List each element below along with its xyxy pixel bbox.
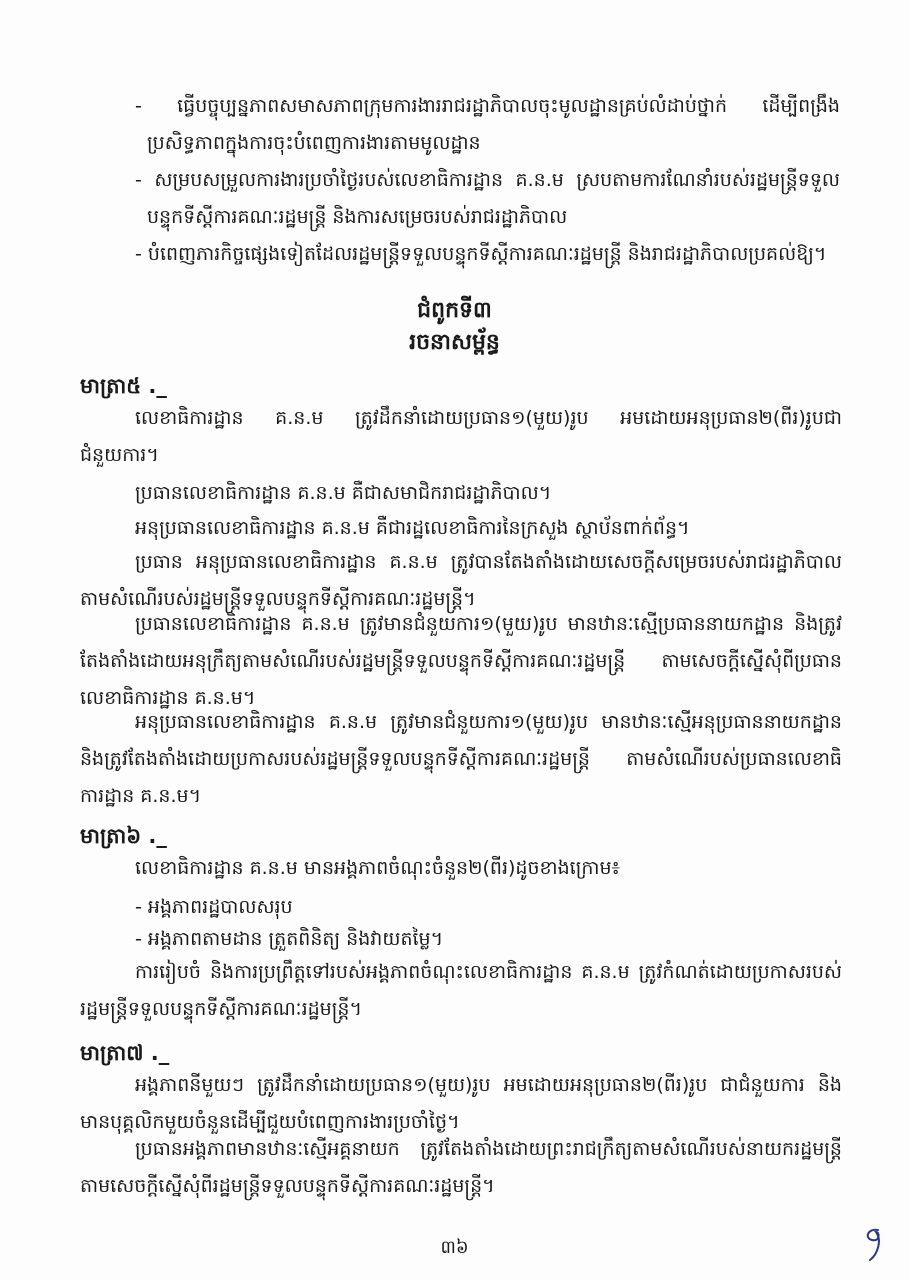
article-7-paragraph: អង្គភាពនីមួយៗ ត្រូវដឹកនាំដោយប្រធាន១(មួយ)រូប អមដោយអនុប្រធាន២(ពីរ)រូប ជាជំនួយការ និងមានបុគ្គលិកមួយចំនួនដើម្បីជួយបំពេញការងារប្រចាំថ្ងៃ។ [80, 1074, 842, 1133]
article-6-heading: មាត្រា៦ ._ [80, 824, 167, 848]
unit-item: - អង្គភាពរដ្ឋបាលសរុប [135, 896, 293, 918]
article-5-paragraph: អនុប្រធានលេខាធិការដ្ឋាន គ.ន.ម គឺជារដ្ឋលេខាធិការនៃក្រសួង ស្ថាប័នពាក់ព័ន្ធ។ [135, 517, 690, 539]
article-7-paragraph: ប្រធានអង្គភាពមានឋានៈស្មើអគ្គនាយក ត្រូវតែងតាំងដោយព្រះរាជក្រឹត្យតាមសំណើរបស់នាយករដ្ឋមន្ត្រី តាមសេចក្តីស្នើសុំពីរដ្ឋមន្ត្រីទទួលបន្ទុកទីស្តីការគណៈរដ្ឋមន្ត្រី។ [80, 1138, 842, 1197]
list-item: - ធ្វើបច្ចុប្បន្នភាពសមាសភាពក្រុមការងាររាជរដ្ឋាភិបាលចុះមូលដ្ឋានគ្រប់លំដាប់ថ្នាក់ ដើម្បីពង្រឹងប្រសិទ្ធភាពក្នុងការចុះបំពេញការងារតាមមូលដ្ឋាន [135, 95, 840, 154]
article-5-paragraph: ប្រធាន អនុប្រធានលេខាធិការដ្ឋាន គ.ន.ម ត្រូវបានតែងតាំងដោយសេចក្តីសម្រេចរបស់រាជរដ្ឋាភិបាលតាមសំណើរបស់រដ្ឋមន្ត្រីទទួលបន្ទុកទីស្តីការគណៈរដ្ឋមន្ត្រី។ [80, 551, 842, 610]
article-5-paragraph: អនុប្រធានលេខាធិការដ្ឋាន គ.ន.ម ត្រូវមានជំនួយការ១(មួយ)រូប មានឋានៈស្មើអនុប្រធាននាយកដ្ឋាន និងត្រូវតែងតាំងដោយប្រកាសរបស់រដ្ឋមន្ត្រីទទួលបន្ទុកទីស្តីការគណៈរដ្ឋមន្ត្រី តាមសំណើរបស់ប្រធានលេខាធិការដ្ឋាន គ.ន.ម។ [80, 711, 842, 807]
list-item: - សម្របសម្រួលការងារប្រចាំថ្ងៃរបស់លេខាធិការដ្ឋាន គ.ន.ម ស្របតាមការណែនាំរបស់រដ្ឋមន្ត្រីទទួលបន្ទុកទីស្តីការគណៈរដ្ឋមន្ត្រី និងការសម្រេចរបស់រាជរដ្ឋាភិបាល [135, 169, 840, 228]
duties-list [135, 88, 840, 273]
page-number: ៣៦ [440, 1237, 469, 1258]
article-5-paragraph: ប្រធានលេខាធិការដ្ឋាន គ.ន.ម គឺជាសមាជិករាជរដ្ឋាភិបាល។ [135, 482, 552, 504]
article-5-paragraph: ប្រធានលេខាធិការដ្ឋាន គ.ន.ម ត្រូវមានជំនួយការ១(មួយ)រូប មានឋានៈស្មើប្រធាននាយកដ្ឋាន និងត្រូវតែងតាំងដោយអនុក្រឹត្យតាមសំណើរបស់រដ្ឋមន្ត្រីទទួលបន្ទុកទីស្តីការគណៈរដ្ឋមន្ត្រី តាមសេចក្តីស្នើសុំពីប្រធានលេខាធិការដ្ឋាន គ.ន.ម។ [80, 613, 842, 709]
handwritten-initial-icon [858, 1224, 890, 1264]
article-5-paragraph: លេខាធិការដ្ឋាន គ.ន.ម ត្រូវដឹកនាំដោយប្រធាន១(មួយ)រូប អមដោយអនុប្រធាន២(ពីរ)រូបជាជំនួយការ។ [80, 407, 842, 466]
chapter-title: រចនាសម្ព័ន្ធ [409, 330, 500, 355]
list-item: - បំពេញភារកិច្ចផ្សេងទៀតដែលរដ្ឋមន្ត្រីទទួលបន្ទុកទីស្តីការគណៈរដ្ឋមន្ត្រី និងរាជរដ្ឋាភិបាលប្រគល់ឱ្យ។ [135, 243, 827, 265]
chapter-number: ជំពូកទី៣ [417, 298, 492, 323]
article-6-paragraph: ការរៀបចំ និងការប្រព្រឹត្តទៅរបស់អង្គភាពចំណុះលេខាធិការដ្ឋាន គ.ន.ម ត្រូវកំណត់ដោយប្រកាសរបស់រដ្ឋមន្ត្រីទទួលបន្ទុកទីស្តីការគណៈរដ្ឋមន្ត្រី។ [80, 961, 842, 1020]
unit-item: - អង្គភាពតាមដាន ត្រួតពិនិត្យ និងវាយតម្លៃ។ [135, 928, 444, 950]
article-6-paragraph: លេខាធិការដ្ឋាន គ.ន.ម មានអង្គភាពចំណុះចំនួន២(ពីរ)ដូចខាងក្រោម៖ [135, 857, 620, 879]
article-7-heading: មាត្រា៧ ._ [80, 1041, 170, 1065]
article-5-heading: មាត្រា៥ ._ [80, 374, 167, 398]
